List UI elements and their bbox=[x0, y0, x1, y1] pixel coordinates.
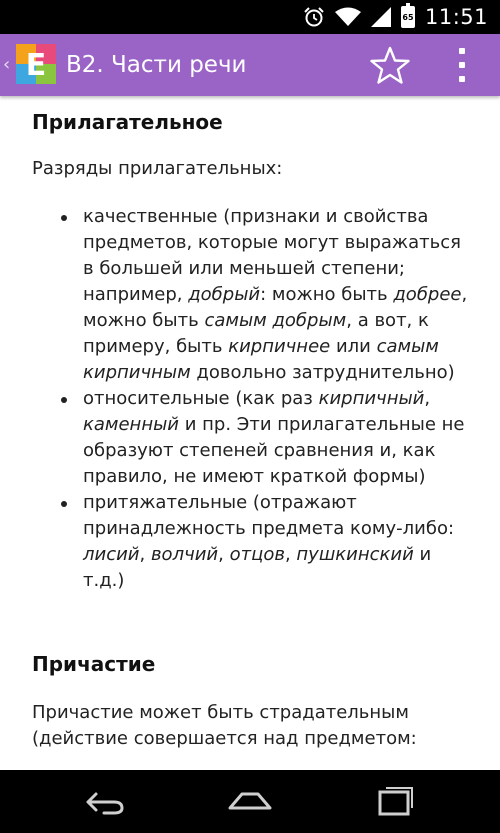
list-item: относительные (как раз кирпичный, каменный и пр. Эти прилагательные не образуют степеней сравнения и, как правило, не имеют краткой формы) bbox=[32, 386, 476, 490]
battery-icon bbox=[401, 6, 415, 28]
adjective-categories-list bbox=[32, 204, 476, 594]
up-caret-icon: ‹ bbox=[3, 54, 11, 75]
signal-icon bbox=[371, 7, 391, 27]
action-bar bbox=[0, 34, 500, 96]
battery-level: 65 bbox=[402, 12, 414, 22]
overflow-menu-icon[interactable] bbox=[452, 48, 472, 82]
section-heading-adjective: Прилагательное bbox=[32, 110, 223, 134]
status-bar bbox=[0, 0, 500, 34]
back-icon[interactable] bbox=[74, 780, 134, 824]
list-item: притяжательные (отражают принадлежность предмета кому-либо: лисий, волчий, отцов, пушкинский и т.д.) bbox=[32, 490, 476, 594]
participle-paragraph: Причастие может быть страдательным (действие совершается над предметом: bbox=[32, 702, 417, 749]
recent-apps-icon[interactable] bbox=[366, 780, 426, 824]
app-logo-icon bbox=[16, 44, 56, 84]
adjective-intro: Разряды прилагательных: bbox=[32, 158, 283, 179]
navigation-bar bbox=[0, 770, 500, 833]
home-icon[interactable] bbox=[220, 780, 280, 824]
section-heading-participle: Причастие bbox=[32, 652, 156, 676]
article-content bbox=[0, 96, 500, 770]
status-time: 11:51 bbox=[424, 5, 488, 29]
alarm-icon bbox=[303, 6, 325, 28]
star-icon[interactable] bbox=[369, 45, 411, 85]
wifi-icon bbox=[335, 7, 361, 27]
app-logo-letter: E bbox=[25, 48, 47, 83]
list-item: качественные (признаки и свойства предметов, которые могут выражаться в большей или меньшей степени; например, добрый: можно быть добрее, можно быть самым добрым, а вот, к примеру, быть кирпичнее или самым кирпичным довольно затруднительно) bbox=[32, 204, 476, 386]
page-title: B2. Части речи bbox=[66, 52, 247, 78]
